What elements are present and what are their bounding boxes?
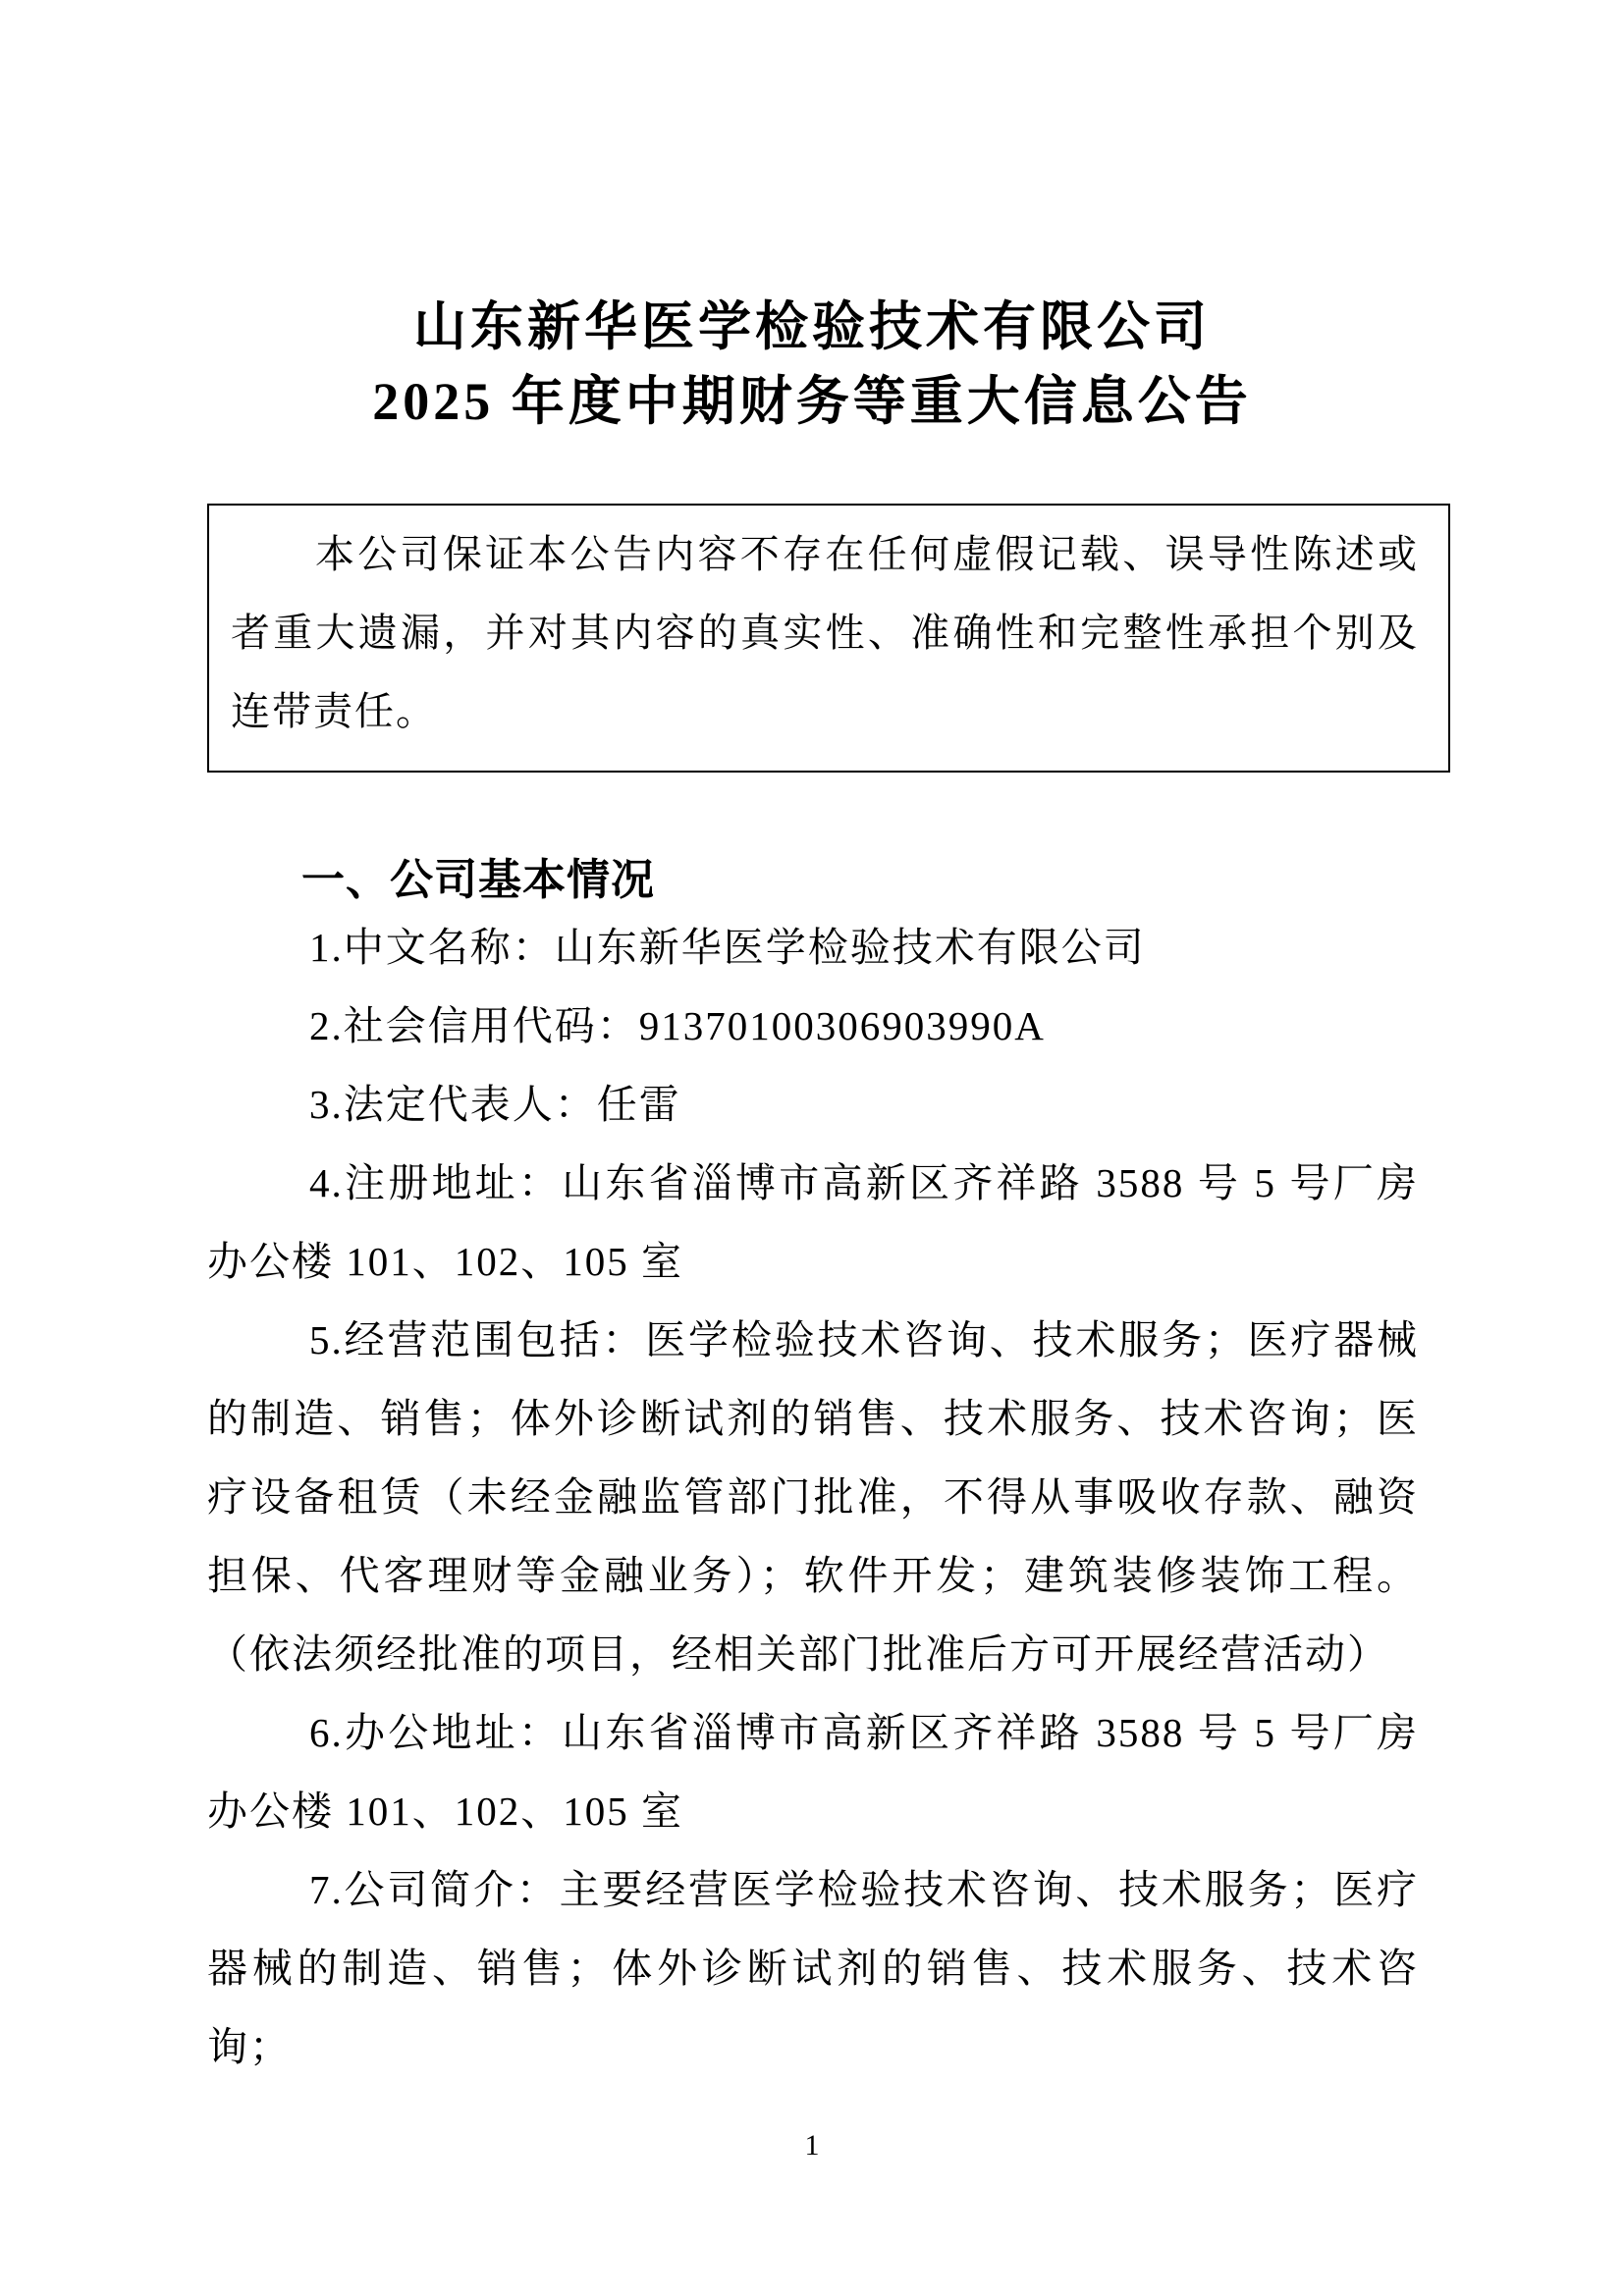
document-title [0,290,1624,439]
section-heading-company-basic-info: 一、公司基本情况 [301,856,655,904]
title-line-1: 山东新华医学检验技术有限公司 [413,297,1211,356]
page-number: 1 [804,2129,820,2162]
disclaimer-text: 本公司保证本公告内容不存在任何虚假记载、误导性陈述或者重大遗漏，并对其内容的真实性、准确性和完整性承担个别及连带责任。 [231,532,1419,733]
item-1-chinese-name: 1.中文名称：山东新华医学检验技术有限公司 [309,925,1146,970]
item-6-office-address: 6.办公地址：山东省淄博市高新区齐祥路 3588 号 5 号厂房办公楼 101、102、105 室 [207,1710,1419,1834]
item-4-registered-address: 4.注册地址：山东省淄博市高新区齐祥路 3588 号 5 号厂房办公楼 101、102、105 室 [207,1160,1419,1284]
disclaimer-box [207,504,1450,773]
item-3-legal-representative: 3.法定代表人：任雷 [309,1082,681,1127]
item-2-social-credit-code: 2.社会信用代码：91370100306903990A [309,1003,1046,1048]
item-7-company-profile: 7.公司简介：主要经营医学检验技术咨询、技术服务；医疗器械的制造、销售；体外诊断试剂的销售、技术服务、技术咨询； [207,1867,1419,2069]
company-info-list [207,908,1419,2086]
item-5-business-scope: 5.经营范围包括：医学检验技术咨询、技术服务；医疗器械的制造、销售；体外诊断试剂的销售、技术服务、技术咨询；医疗设备租赁（未经金融监管部门批准，不得从事吸收存款、融资担保、代客理财等金融业务）；软件开发；建筑装修装饰工程。（依法须经批准的项目，经相关部门批准后方可开展经营活动） [207,1317,1419,1677]
title-line-2: 2025 年度中期财务等重大信息公告 [372,372,1252,431]
